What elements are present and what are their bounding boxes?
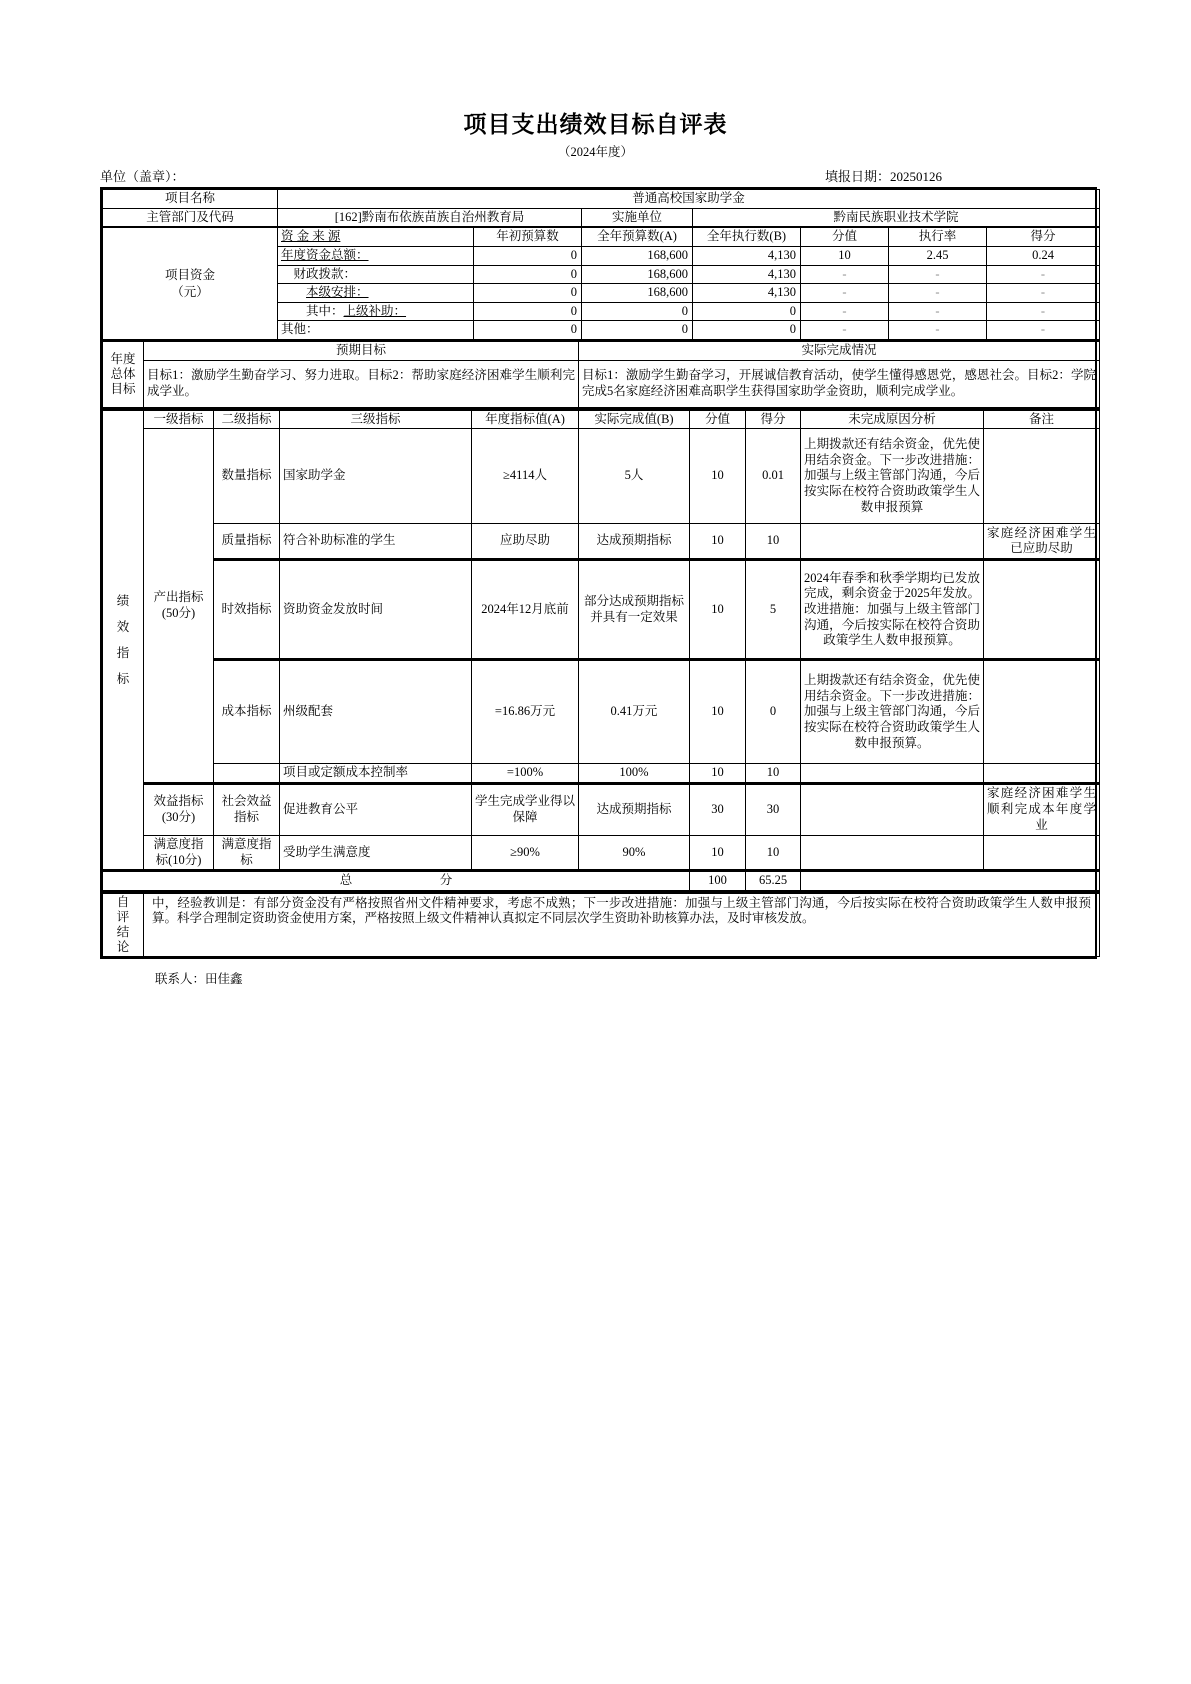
header-score: 得分 — [746, 409, 801, 429]
funding-budget: 168,600 — [582, 284, 693, 303]
target-cell: =16.86万元 — [472, 660, 579, 764]
objectives-section — [102, 340, 1100, 408]
target-cell: ≥4114人 — [472, 429, 579, 524]
funding-score: - — [987, 265, 1100, 284]
funding-label: 其他： — [281, 322, 319, 337]
level2-cell — [214, 429, 280, 524]
funding-header-weight: 分值 — [801, 228, 889, 247]
weight-cell: 10 — [690, 524, 746, 560]
funding-rate: - — [889, 284, 987, 303]
score-cell: 10 — [746, 524, 801, 560]
header-note: 备注 — [984, 409, 1100, 429]
level2-line: 时效指标 — [221, 601, 272, 616]
level3-cell: 资助资金发放时间 — [280, 560, 472, 660]
indicator-row — [103, 560, 1100, 660]
funding-initial: 0 — [474, 302, 582, 321]
level2-line: 成本指标 — [221, 704, 272, 719]
level2-cell — [214, 560, 280, 660]
indicator-row — [103, 835, 1100, 870]
note-cell: 家庭经济困难学生顺利完成本年度学业 — [984, 783, 1100, 835]
funding-weight: - — [801, 302, 889, 321]
doc-title: 项目支出绩效目标自评表 — [463, 111, 728, 137]
expected-goal-text: 目标1：激励学生勤奋学习、努力进取。目标2：帮助家庭经济困难学生顺利完成学业。 — [144, 360, 579, 407]
indicators-side-line: 效 — [116, 619, 130, 634]
score-cell: 10 — [746, 764, 801, 784]
indicators-side-line: 标 — [116, 671, 130, 686]
indicators-side-label — [103, 409, 144, 871]
level3-cell: 项目或定额成本控制率 — [280, 764, 472, 784]
conclusion-side-line: 结 — [116, 924, 130, 939]
funding-header-source: 资 金 来 源 — [278, 228, 474, 247]
funding-side-label — [103, 228, 278, 340]
weight-cell: 30 — [690, 783, 746, 835]
funding-header-budget: 全年预算数(A) — [582, 228, 693, 247]
actual-cell: 0.41万元 — [579, 660, 690, 764]
analysis-cell: 上期拨款还有结余资金，优先使用结余资金。下一步改进措施：加强与上级主管部门沟通，今后按实际在校符合资助政策学生人数申报预算 — [801, 429, 984, 524]
note-cell: 家庭经济困难学生已应助尽助 — [984, 524, 1100, 560]
target-cell: 应助尽助 — [472, 524, 579, 560]
header-level1: 一级指标 — [144, 409, 214, 429]
funding-weight: - — [801, 284, 889, 303]
objectives-side-line: 年度 — [110, 351, 136, 366]
project-section — [102, 189, 1100, 227]
conclusion-section — [102, 891, 1100, 957]
level1-line: (50分) — [161, 605, 196, 620]
level1-line: 满意度指 — [153, 836, 204, 851]
level2-cell-empty — [214, 764, 280, 784]
score-cell: 0 — [746, 660, 801, 764]
funding-label: 财政拨款： — [281, 266, 357, 281]
note-cell — [984, 429, 1100, 524]
funding-score: - — [987, 284, 1100, 303]
level1-line: (30分) — [161, 809, 196, 824]
note-cell — [984, 835, 1100, 870]
analysis-cell — [801, 524, 984, 560]
target-cell: 2024年12月底前 — [472, 560, 579, 660]
funding-budget: 168,600 — [582, 246, 693, 265]
funding-label-u: 上级补助： — [343, 303, 407, 318]
funding-side-line: 项目资金 — [164, 267, 215, 282]
objectives-side-line: 目标 — [110, 381, 136, 396]
level3-cell: 符合补助标准的学生 — [280, 524, 472, 560]
level1-line: 标(10分) — [155, 852, 202, 867]
funding-rate: - — [889, 302, 987, 321]
target-cell: =100% — [472, 764, 579, 784]
funding-rate: 2.45 — [889, 246, 987, 265]
level1-benefit — [144, 783, 214, 835]
meta-row — [100, 166, 1097, 185]
total-score-row — [103, 871, 1100, 891]
actual-cell: 达成预期指标 — [579, 524, 690, 560]
indicator-row — [103, 783, 1100, 835]
level3-cell: 州级配套 — [280, 660, 472, 764]
conclusion-side-line: 评 — [116, 909, 130, 924]
level1-line: 效益指标 — [153, 794, 204, 809]
score-cell: 5 — [746, 560, 801, 660]
total-weight: 100 — [690, 871, 746, 891]
weight-cell: 10 — [690, 560, 746, 660]
funding-initial: 0 — [474, 321, 582, 340]
header-weight: 分值 — [690, 409, 746, 429]
funding-rate: - — [889, 321, 987, 340]
funding-initial: 0 — [474, 265, 582, 284]
funding-section — [102, 227, 1100, 340]
total-score-label: 总 分 — [103, 871, 690, 891]
note-cell — [984, 764, 1100, 784]
funding-budget: 0 — [582, 321, 693, 340]
note-cell — [984, 560, 1100, 660]
header-target: 年度指标值(A) — [472, 409, 579, 429]
indicator-row — [103, 429, 1100, 524]
conclusion-side-line: 论 — [116, 939, 130, 954]
level3-cell: 促进教育公平 — [280, 783, 472, 835]
dept-label: 主管部门及代码 — [103, 208, 278, 227]
doc-subtitle: （2024年度） — [557, 145, 633, 159]
funding-executed: 4,130 — [693, 246, 801, 265]
impl-unit-value: 黔南民族职业技术学院 — [693, 208, 1100, 227]
expected-goal-header: 预期目标 — [144, 341, 579, 360]
actual-cell: 达成预期指标 — [579, 783, 690, 835]
score-cell: 0.01 — [746, 429, 801, 524]
objectives-side-label — [103, 341, 144, 407]
indicators-side-line: 指 — [116, 645, 130, 660]
level2-cell — [214, 524, 280, 560]
funding-score: - — [987, 302, 1100, 321]
funding-side-line: （元） — [171, 284, 209, 299]
indicator-row — [103, 524, 1100, 560]
header-level3: 三级指标 — [280, 409, 472, 429]
funding-header-executed: 全年执行数(B) — [693, 228, 801, 247]
header-level2: 二级指标 — [214, 409, 280, 429]
project-name-value: 普通高校国家助学金 — [278, 190, 1100, 209]
level2-line: 质量指标 — [221, 533, 272, 548]
analysis-cell — [801, 764, 984, 784]
level2-cell — [214, 783, 280, 835]
funding-label — [281, 285, 306, 299]
weight-cell: 10 — [690, 764, 746, 784]
level3-cell: 国家助学金 — [280, 429, 472, 524]
funding-weight: - — [801, 265, 889, 284]
funding-executed: 4,130 — [693, 265, 801, 284]
analysis-cell: 上期拨款还有结余资金，优先使用结余资金。下一步改进措施：加强与上级主管部门沟通，今后按实际在校符合资助政策学生人数申报预算。 — [801, 660, 984, 764]
score-cell: 10 — [746, 835, 801, 870]
actual-cell: 100% — [579, 764, 690, 784]
level1-satisfaction — [144, 835, 214, 870]
level1-output — [144, 429, 214, 784]
dept-value: [162]黔南布依族苗族自治州教育局 — [278, 208, 582, 227]
funding-score: - — [987, 321, 1100, 340]
weight-cell: 10 — [690, 660, 746, 764]
target-cell: 学生完成学业得以保障 — [472, 783, 579, 835]
indicator-row — [103, 660, 1100, 764]
conclusion-text: 中，经验教训是：有部分资金没有严格按照省州文件精神要求，考虑不成熟；下一步改进措施：加强与上级主管部门沟通，今后按实际在校符合资助政策学生人数申报预算。科学合理制定资助资金使用方案，严格按照上级文件精神认真拟定不同层次学生资助补助核算办法，及时审核发放。 — [144, 892, 1100, 956]
weight-cell: 10 — [690, 429, 746, 524]
funding-label-u: 本级安排： — [306, 285, 369, 300]
main-table — [100, 187, 1097, 959]
target-cell: ≥90% — [472, 835, 579, 870]
note-cell — [984, 660, 1100, 764]
actual-result-text: 目标1：激励学生勤奋学习，开展诚信教育活动，使学生懂得感恩党，感恩社会。目标2：学院完成5名家庭经济困难高职学生获得国家助学金资助，顺利完成学业。 — [579, 360, 1100, 407]
analysis-cell: 2024年春季和秋季学期均已发放完成，剩余资金于2025年发放。改进措施：加强与上级主管部门沟通，今后按实际在校符合资助政策学生人数申报预算。 — [801, 560, 984, 660]
level2-line: 社会效益 — [221, 794, 272, 809]
funding-executed: 4,130 — [693, 284, 801, 303]
weight-cell: 10 — [690, 835, 746, 870]
funding-budget: 0 — [582, 302, 693, 321]
score-cell: 30 — [746, 783, 801, 835]
contact-person: 联系人：田佳鑫 — [155, 971, 243, 986]
funding-initial: 0 — [474, 246, 582, 265]
level2-cell — [214, 835, 280, 870]
analysis-cell — [801, 835, 984, 870]
funding-weight: 10 — [801, 246, 889, 265]
header-analysis: 未完成原因分析 — [801, 409, 984, 429]
objectives-side-line: 总体 — [110, 366, 136, 381]
conclusion-side-label — [103, 892, 144, 956]
level2-cell — [214, 660, 280, 764]
level2-line: 标 — [240, 852, 253, 867]
actual-result-header: 实际完成情况 — [579, 341, 1100, 360]
project-name-label: 项目名称 — [103, 190, 278, 209]
level2-line: 满意度指 — [221, 836, 272, 851]
funding-rate: - — [889, 265, 987, 284]
report-date: 填报日期：20250126 — [824, 169, 942, 184]
analysis-cell — [801, 783, 984, 835]
level2-line: 数量指标 — [221, 468, 272, 483]
funding-header-rate: 执行率 — [889, 228, 987, 247]
funding-executed: 0 — [693, 321, 801, 340]
funding-executed: 0 — [693, 302, 801, 321]
total-score: 65.25 — [746, 871, 801, 891]
funding-label: 其中： — [281, 303, 344, 318]
actual-cell: 90% — [579, 835, 690, 870]
actual-cell: 部分达成预期指标并具有一定效果 — [579, 560, 690, 660]
impl-unit-label: 实施单位 — [582, 208, 693, 227]
funding-header-initial: 年初预算数 — [474, 228, 582, 247]
conclusion-side-line: 自 — [116, 894, 130, 909]
actual-cell: 5人 — [579, 429, 690, 524]
level2-line: 指标 — [233, 809, 259, 824]
funding-budget: 168,600 — [582, 265, 693, 284]
funding-label-u: 年度资金总额： — [281, 247, 369, 262]
level1-line: 产出指标 — [153, 589, 204, 604]
unit-seal-label: 单位（盖章）： — [100, 169, 185, 184]
indicators-section — [102, 408, 1100, 891]
funding-score: 0.24 — [987, 246, 1100, 265]
funding-weight: - — [801, 321, 889, 340]
indicator-row — [103, 764, 1100, 784]
funding-initial: 0 — [474, 284, 582, 303]
funding-header-score: 得分 — [987, 228, 1100, 247]
total-empty-cell — [801, 871, 1100, 891]
header-actual: 实际完成值(B) — [579, 409, 690, 429]
indicators-side-line: 绩 — [116, 593, 130, 608]
level3-cell: 受助学生满意度 — [280, 835, 472, 870]
